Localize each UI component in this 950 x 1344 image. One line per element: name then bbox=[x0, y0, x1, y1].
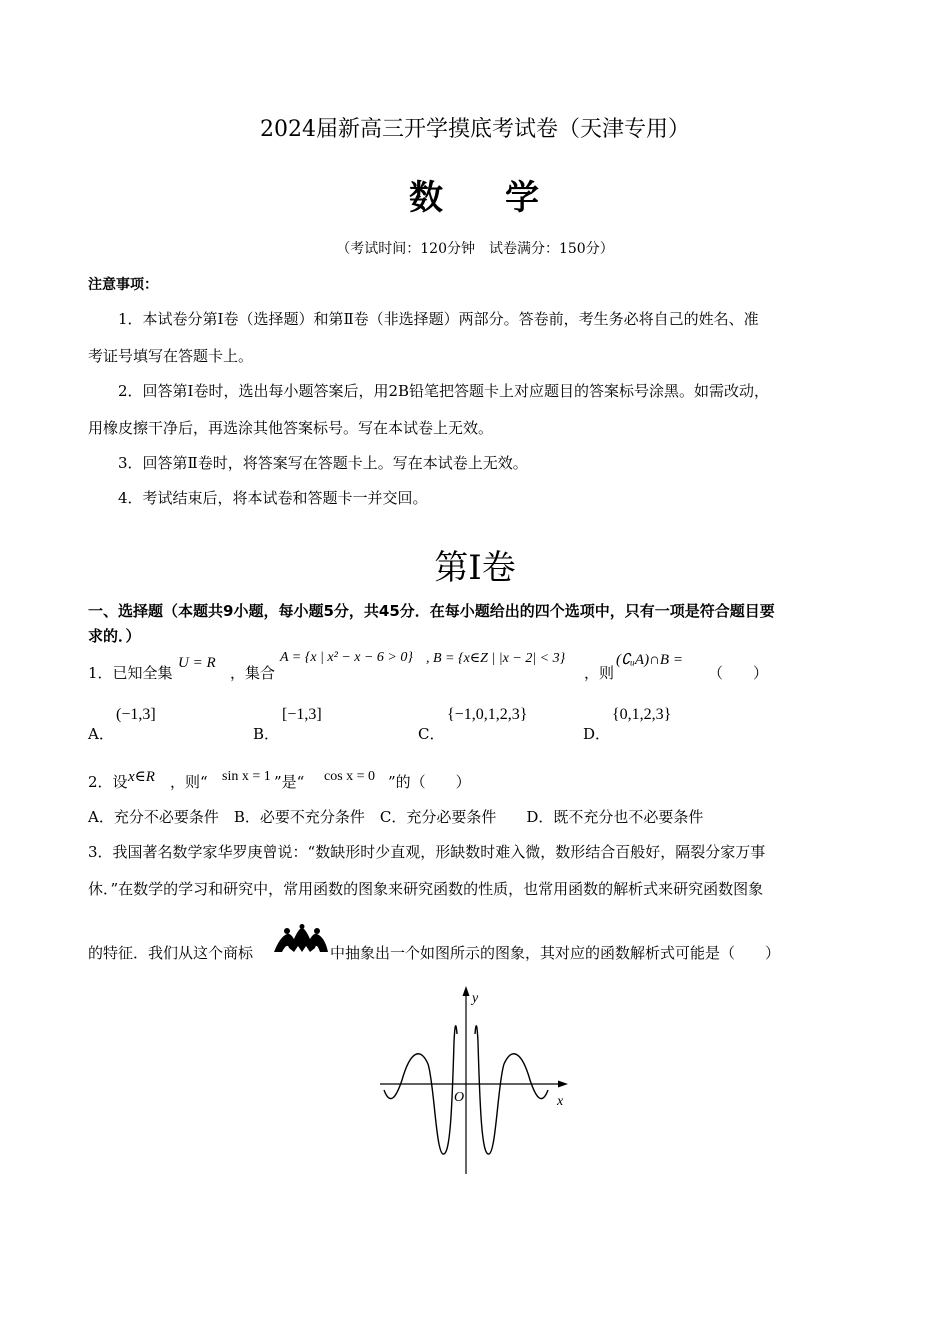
q2-prefix: 2．设 bbox=[88, 773, 128, 791]
q1-answer-paren: （ ） bbox=[708, 664, 769, 682]
note-1-line-2: 考证号填写在答题卡上。 bbox=[88, 347, 254, 365]
graph-x-label: x bbox=[557, 1094, 564, 1109]
q1-set-a: A = {x | x² − x − 6 > 0} bbox=[280, 650, 413, 665]
graph-x-arrow-icon bbox=[558, 1081, 568, 1088]
q2-cos-condition: cos x = 0 bbox=[324, 769, 376, 784]
note-3: 3．回答第Ⅱ卷时，将答案写在答题卡上。写在本试卷上无效。 bbox=[118, 454, 528, 472]
q3-function-graph bbox=[376, 982, 576, 1178]
q3-line-2: 休．”在数学的学习和研究中，常用函数的图象来研究函数的性质，也常用函数的解析式来研究函数图象 bbox=[88, 880, 764, 898]
note-2-line-2: 用橡皮擦干净后，再选涂其他答案标号。写在本试卷上无效。 bbox=[88, 419, 494, 437]
graph-y-arrow-icon bbox=[463, 986, 470, 996]
section-title: 第Ⅰ卷 bbox=[434, 548, 516, 588]
section-intro-line-2: 求的．） bbox=[88, 627, 141, 645]
graph-origin-label: O bbox=[454, 1090, 465, 1105]
q1-option-d: {0,1,2,3} bbox=[612, 706, 672, 723]
graph-curve-left bbox=[384, 1026, 457, 1154]
q1-option-c-label: C． bbox=[418, 725, 445, 743]
q2-sin-condition: sin x = 1 bbox=[222, 769, 271, 784]
q2-text-2: ”是“ bbox=[274, 773, 305, 791]
q1-option-c: {−1,0,1,2,3} bbox=[447, 706, 528, 723]
q3-line-1: 3．我国著名数学家华罗庚曾说：“数缺形时少直观，形缺数时难入微，数形结合百般好，隔裂分家万事 bbox=[88, 843, 766, 861]
q2-options: A．充分不必要条件 B．必要不充分条件 C．充分必要条件 D．既不充分也不必要条件 bbox=[88, 808, 704, 826]
q2-text-1: ，则“ bbox=[170, 773, 208, 791]
graph-curve-right bbox=[475, 1026, 548, 1154]
q3-line-3a: 的特征．我们从这个商标 bbox=[88, 944, 254, 962]
q1-option-b-label: B． bbox=[253, 725, 280, 743]
subject-char-1: 数 bbox=[409, 178, 445, 218]
subject-title bbox=[0, 170, 950, 219]
q1-option-a-label: A． bbox=[88, 725, 114, 743]
q1-option-b: [−1,3] bbox=[282, 706, 322, 723]
q1-set-b: , B = {x∈Z | |x − 2| < 3} bbox=[426, 651, 566, 666]
section-intro-line-1: 一、选择题（本题共9小题，每小题5分，共45分．在每小题给出的四个选项中，只有一项是符合题目要 bbox=[88, 602, 775, 620]
q1-option-a: (−1,3] bbox=[116, 706, 156, 723]
note-2-line-1: 2．回答第Ⅰ卷时，选出每小题答案后，用2B铅笔把答题卡上对应题目的答案标号涂黑。如需改动， bbox=[118, 382, 770, 400]
notes-heading: 注意事项： bbox=[88, 277, 158, 293]
q1-option-d-label: D． bbox=[583, 725, 611, 743]
q2-text-3: ”的（ ） bbox=[388, 773, 471, 791]
exam-time-info: （考试时间：120分钟 试卷满分：150分） bbox=[336, 241, 614, 257]
q1-mid: ，集合 bbox=[230, 664, 276, 682]
q1-universal-set: U = R bbox=[178, 655, 216, 671]
q3-line-3b: 中抽象出一个如图所示的图象，其对应的函数解析式可能是（ ） bbox=[330, 944, 781, 962]
trademark-logo-icon bbox=[272, 924, 330, 954]
q1-expression: (∁ᵤA)∩B = bbox=[616, 652, 683, 668]
q1-then: ，则 bbox=[584, 664, 615, 682]
subject-char-2: 学 bbox=[505, 178, 541, 218]
q2-condition: x∈R bbox=[128, 769, 155, 785]
graph-y-label: y bbox=[472, 991, 479, 1006]
q1-prefix: 1．已知全集 bbox=[88, 664, 173, 682]
note-1-line-1: 1．本试卷分第Ⅰ卷（选择题）和第Ⅱ卷（非选择题）两部分。答卷前，考生务必将自己的姓名、准 bbox=[118, 310, 759, 328]
note-4: 4．考试结束后，将本试卷和答题卡一并交回。 bbox=[118, 489, 428, 507]
exam-title: 2024届新高三开学摸底考试卷（天津专用） bbox=[260, 117, 690, 142]
